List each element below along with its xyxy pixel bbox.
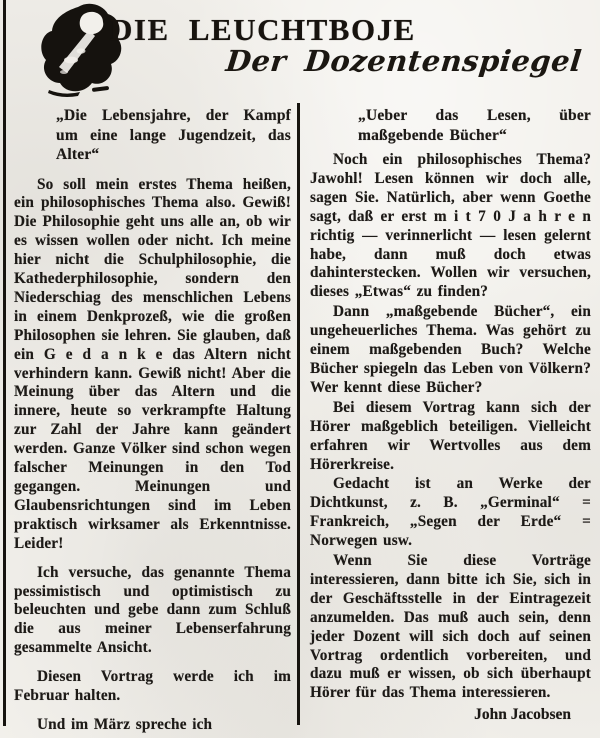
newspaper-title: DIE LEUCHTBOJE [110, 12, 416, 47]
author-signature: John Jacobsen [474, 706, 571, 724]
article-right-column [300, 100, 600, 738]
article-paragraph: Bei diesem Vortrag kann sich der Hörer maßgeblich beteiligen. Vielleicht erfahren wir Wertvolles aus dem Hörerkreise. [310, 398, 591, 473]
article-paragraph: So soll mein erstes Thema heißen, ein philosophisches Thema also. Gewiß! Die Philosophie geht uns alle an, ob wir es wissen wollen oder nicht. Ich meine hier nicht die Schulphilosophie, die Kathederphilosophie, sondern den Niederschiag des menschlichen Lebens in einem Denkprozeß, wie die großen Philosophen sie lehren. Sie glauben, daß ein G e d a n k e das Altern nicht verhindern kann. Gewiß nicht! Aber die Meinung über das Altern und die innere, heute so verkrampfte Haltung zur Zahl der Jahre kann geändert werden. Ganze Völker sind schon wegen falscher Meinungen in den Tod gegangen. Meinungen und Glaubensrichtungen sind im Leben praktisch wirksamer als Erkenntnisse. Leider! [14, 175, 291, 552]
right-article-heading: „Ueber das Lesen, über maßgebende Bücher“ [358, 107, 591, 144]
article-paragraph: Noch ein philosophisches Thema? Jawohl! Lesen können wir doch alle, sagen Sie. Natürlich, aber wenn Goethe sagt, daß er erst m i t 7 0 J a h r e n richtig — verinnerlicht — lesen gelernt habe, dann muß doch etwas dahinterstecken. Wollen wir versuchen, dieses „Etwas“ zu finden? [310, 151, 591, 301]
article-paragraph: Diesen Vortrag werde ich im Februar halten. [14, 668, 291, 705]
article-left-column [0, 100, 297, 738]
article-paragraph: Und im März spreche ich [36, 715, 213, 733]
article-paragraph: Wenn Sie diese Vorträge interessieren, dann bitte ich Sie, sich in der Geschäftsstelle in der Eintragezeit anzumelden. Das muß auch sein, denn jeder Dozent will sich doch auf seinen Vortrag ordentlich vorbereiten, und dazu muß er wissen, ob sich überhaupt Hörer für das Thema interessieren. [310, 552, 591, 702]
article-paragraph: Ich versuche, das genannte Thema pessimistisch und optimistisch zu beleuchten und gebe dann zum Schluß die aus meiner Lebenserfahrung gesammelte Ansicht. [14, 563, 291, 657]
article-paragraph: Gedacht ist an Werke der Dichtkunst, z. B. „Germinal“ = Frankreich, „Segen der Erde“ = Norwegen usw. [310, 475, 591, 550]
article-columns [0, 100, 600, 738]
article-paragraph: Dann „maßgebende Bücher“, ein ungeheuerliches Thema. Was gehört zu einem maßgebenden Buch? Welche Bücher spiegeln das Leben von Völkern? Wer kennt diese Bücher? [310, 303, 591, 396]
newspaper-subtitle: Der Dozentenspiegel [224, 44, 584, 78]
left-article-heading: „Die Lebensjahre, der Kampf um eine lange Jugendzeit, das Alter“ [56, 107, 291, 163]
masthead [0, 0, 600, 100]
